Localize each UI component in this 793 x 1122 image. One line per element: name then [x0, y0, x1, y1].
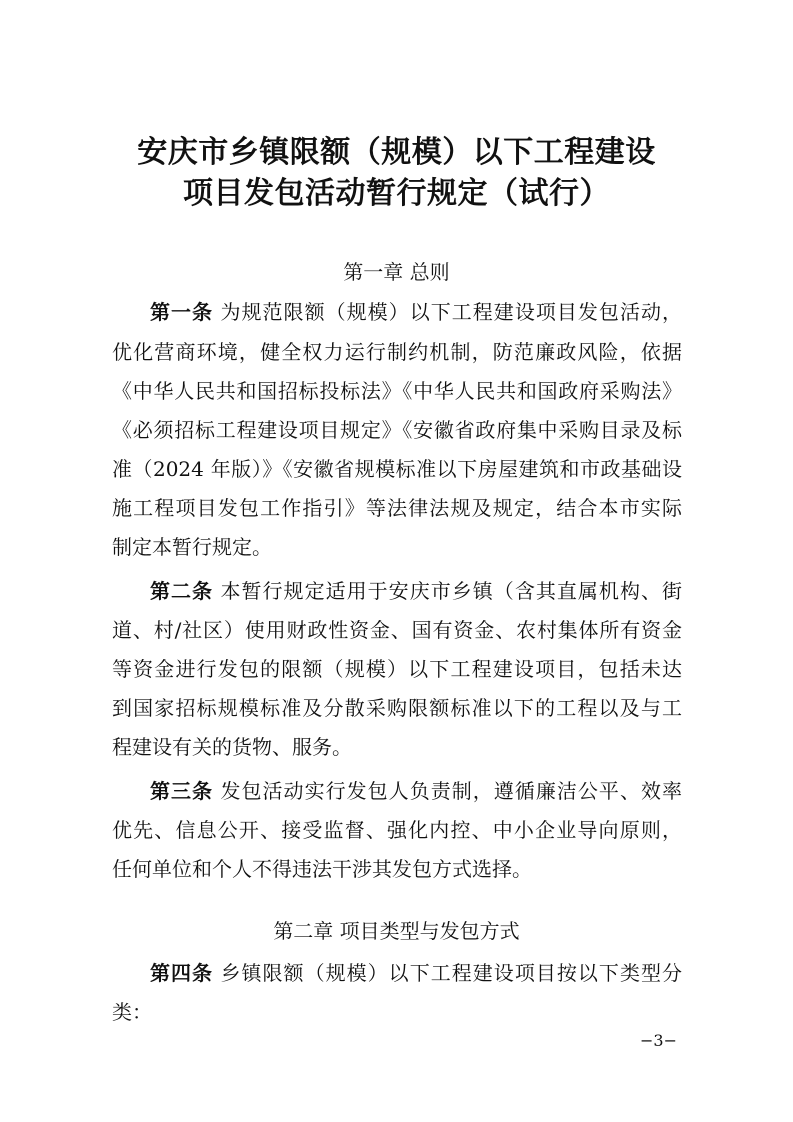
article-1-line: 优化营商环境，健全权力运行制约机制，防范廉政风险，依据 — [112, 340, 682, 364]
article-1-line: 制定本暂行规定。 — [112, 535, 272, 559]
article-3-line: 第三条 发包活动实行发包人负责制，遵循廉洁公平、效率 — [150, 779, 682, 803]
article-2-line: 程建设有关的货物、服务。 — [112, 735, 352, 759]
article-4-line: 第四条 乡镇限额（规模）以下工程建设项目按以下类型分 — [150, 961, 682, 985]
article-1-label: 第一条 — [150, 300, 214, 324]
article-2-line: 第二条 本暂行规定适用于安庆市乡镇（含其直属机构、街 — [150, 579, 682, 603]
article-2-line: 到国家招标规模标准及分散采购限额标准以下的工程以及与工 — [112, 696, 682, 720]
article-3-line: 任何单位和个人不得违法干涉其发包方式选择。 — [112, 857, 532, 881]
article-4-line: 类： — [112, 1000, 152, 1024]
article-1-line: 《必须招标工程建设项目规定》《安徽省政府集中采购目录及标 — [112, 418, 682, 442]
article-2-label: 第二条 — [150, 579, 214, 603]
article-2-line: 道、村/社区）使用财政性资金、国有资金、农村集体所有资金 — [112, 618, 682, 642]
article-1-line: 第一条 为规范限额（规模）以下工程建设项目发包活动， — [150, 300, 682, 324]
article-1-line: 施工程项目发包工作指引》等法律法规及规定，结合本市实际 — [112, 496, 682, 520]
article-3-line: 优先、信息公开、接受监督、强化内控、中小企业导向原则， — [112, 818, 682, 842]
document-title-line-2: 项目发包活动暂行规定（试行） — [183, 176, 610, 211]
document-title-line-1: 安庆市乡镇限额（规模）以下工程建设 — [137, 135, 656, 170]
page-number: −3− — [640, 1031, 677, 1050]
article-1-line: 准（2024 年版）》《安徽省规模标准以下房屋建筑和市政基础设 — [112, 457, 682, 481]
chapter-2-heading: 第二章 项目类型与发包方式 — [273, 919, 520, 943]
article-1-line: 《中华人民共和国招标投标法》《中华人民共和国政府采购法》 — [112, 379, 682, 403]
article-3-label: 第三条 — [150, 779, 214, 803]
article-2-line: 等资金进行发包的限额（规模）以下工程建设项目，包括未达 — [112, 657, 682, 681]
article-4-label: 第四条 — [150, 961, 214, 985]
chapter-1-heading: 第一章 总则 — [343, 260, 450, 284]
